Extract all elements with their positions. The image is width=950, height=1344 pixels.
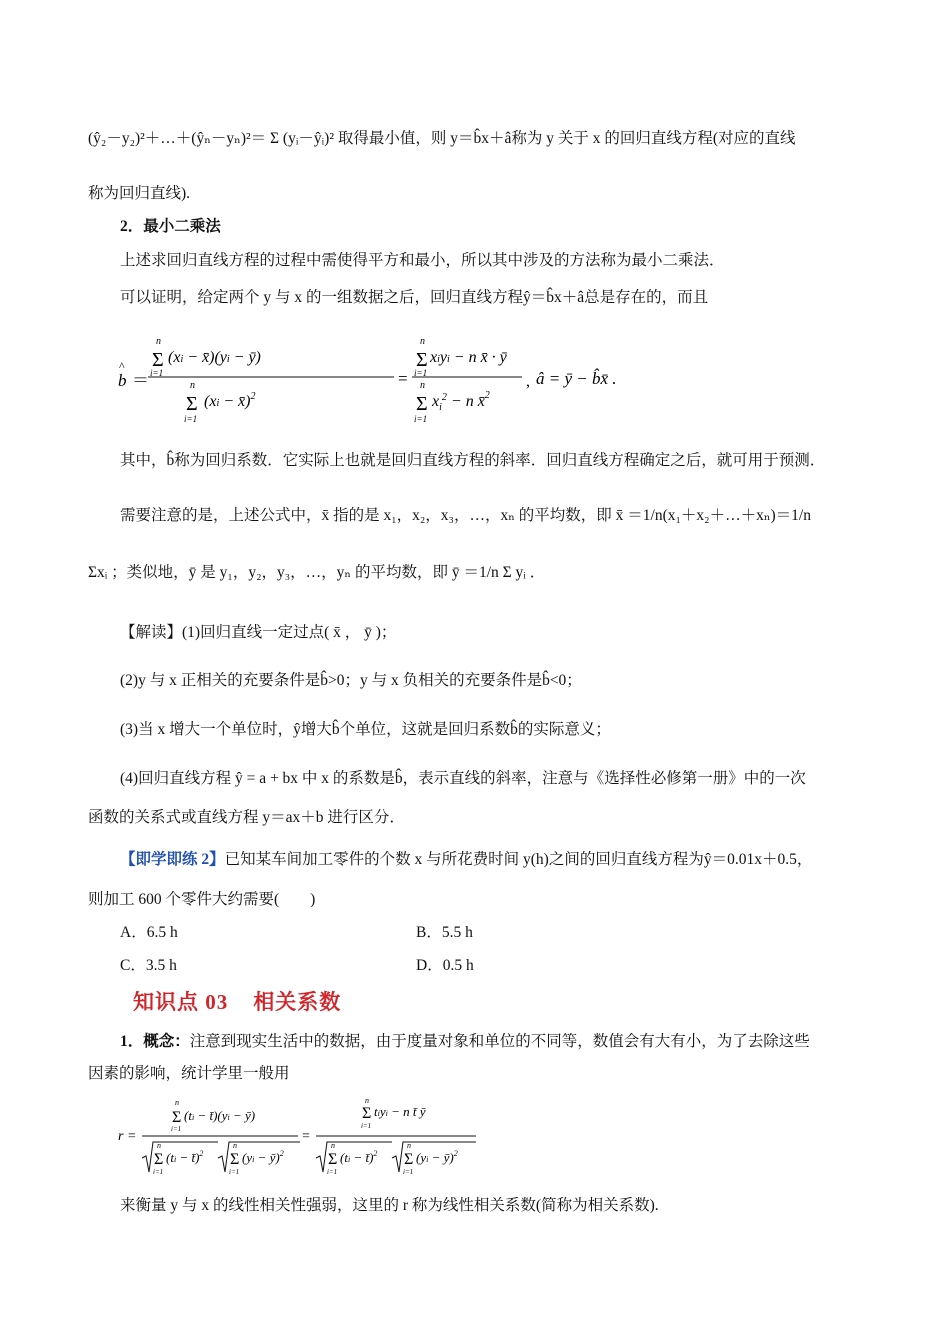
svg-text:i=1: i=1	[184, 414, 198, 424]
exercise-text: 已知某车间加工零件的个数 x 与所花费时间 y(h)之间的回归直线方程为ŷ＝0.01x＋0.5，	[224, 851, 813, 868]
section-number: 知识点 03	[133, 990, 229, 1014]
interpretation-3: (3)当 x 增大一个单位时，ŷ增大b̂个单位，这就是回归系数b̂的实际意义；	[120, 721, 611, 738]
svg-text:Σ: Σ	[362, 1105, 372, 1122]
exercise-line-2: 则加工 600 个零件大约需要( )	[88, 891, 316, 908]
interpretation-2: (2)y 与 x 正相关的充要条件是b̂>0；y 与 x 负相关的充要条件是b̂<0；	[120, 672, 582, 689]
svg-text:i=1: i=1	[171, 1125, 182, 1133]
svg-text:Σ: Σ	[186, 393, 198, 415]
svg-text:n: n	[420, 336, 425, 347]
svg-text:i=1: i=1	[361, 1122, 372, 1130]
option-d[interactable]: D．0.5 h	[416, 957, 474, 974]
interpretation-1	[120, 622, 396, 644]
section-title: 相关系数	[253, 990, 342, 1014]
svg-text:b: b	[118, 371, 127, 390]
formula-r	[118, 1096, 488, 1187]
svg-text:Σ: Σ	[416, 349, 428, 371]
svg-text:(xi − x̄)(yi − ȳ): (xi − x̄)(yi − ȳ)	[168, 349, 261, 366]
svg-text:(yi − ȳ)2: (yi − ȳ)$^2$	[242, 1149, 284, 1165]
text-line-4: 可以证明，给定两个 y 与 x 的一组数据之后，回归直线方程ŷ＝b̂x＋â总是存在的，而且	[120, 289, 709, 306]
svg-text:n: n	[407, 1141, 411, 1150]
text-line-7: Σxᵢ ；类似地，ȳ 是 y₁，y₂，y₃，…，yₙ 的平均数，即 ȳ ＝1/n Σ yᵢ ．	[88, 564, 546, 581]
svg-text:=: =	[398, 369, 408, 388]
text-line-5: 其中，b̂称为回归系数．它实际上也就是回归直线方程的斜率．回归直线方程确定之后，就可用于预测．	[120, 452, 826, 469]
svg-text:i=1: i=1	[229, 1168, 240, 1176]
option-b[interactable]: B．5.5 h	[416, 924, 473, 941]
interpretation-4: (4)回归直线方程 ŷ = a + bx 中 x 的系数是b̂，表示直线的斜率，注意与《选择性必修第一册》中的一次	[120, 770, 806, 787]
concept-text: 注意到现实生活中的数据，由于度量对象和单位的不同等，数值会有大有小，为了去除这些	[189, 1033, 810, 1050]
formula-a-hat	[536, 362, 656, 397]
svg-text:i=1: i=1	[414, 414, 428, 424]
formula-b-hat	[116, 330, 536, 435]
svg-text:(yi − ȳ)2: (yi − ȳ)$^2$	[416, 1149, 458, 1165]
svg-text:tiyi − n t̄ ȳ: tiyi − n t̄ ȳ	[374, 1104, 426, 1119]
svg-text:Σ: Σ	[416, 393, 428, 415]
svg-text:i=1: i=1	[327, 1168, 338, 1176]
svg-text:Σ: Σ	[172, 1109, 182, 1126]
svg-text:Σ: Σ	[230, 1151, 240, 1168]
svg-text:=: =	[302, 1129, 310, 1144]
svg-text:i=1: i=1	[150, 368, 164, 378]
svg-text:n: n	[420, 380, 425, 391]
interpretation-5: 函数的关系式或直线方程 y＝ax＋b 进行区分．	[88, 809, 405, 826]
svg-text:Σ: Σ	[154, 1151, 164, 1168]
option-c[interactable]: C．3.5 h	[120, 957, 177, 974]
text-line-2: 称为回归直线).	[88, 185, 191, 202]
svg-text:xiyi − n x̄ · ȳ: xiyi − n x̄ · ȳ	[430, 349, 507, 366]
svg-text:n: n	[331, 1141, 335, 1150]
section-heading	[133, 988, 341, 1016]
svg-text:i=1: i=1	[414, 368, 428, 378]
text-line-3: 上述求回归直线方程的过程中需使得平方和最小，所以其中涉及的方法称为最小二乘法．	[120, 252, 725, 269]
svg-text:i=1: i=1	[153, 1168, 164, 1176]
concept-line-3: 来衡量 y 与 x 的线性相关性强弱，这里的 r 称为线性相关系数(简称为相关系数).	[120, 1197, 659, 1214]
svg-text:Σ: Σ	[328, 1151, 338, 1168]
text-line-1: (ŷ₂－y₂)²＋…＋(ŷₙ－yₙ)²＝ Σ (yᵢ－ŷᵢ)² 取得最小值，则 y＝b̂x＋â称为 y 关于 x 的回归直线方程(对应的直线	[88, 130, 796, 147]
concept-line-2: 因素的影响，统计学里一般用	[88, 1065, 290, 1082]
svg-text:r =: r =	[118, 1129, 137, 1144]
svg-text:xi2 − n x̄2: $x_i^2 - n$ x̄$^2$	[432, 390, 490, 413]
exercise-label: 【即学即练 2】	[120, 851, 225, 868]
svg-text:n: n	[156, 336, 161, 347]
svg-text:Σ: Σ	[152, 349, 164, 371]
concept-label: 1．概念：	[120, 1033, 190, 1050]
svg-text:Σ: Σ	[404, 1151, 414, 1168]
svg-text:n: n	[157, 1141, 161, 1150]
svg-text:(ti − t̄)2: (ti − t̄)$^2$	[166, 1149, 204, 1165]
svg-text:n: n	[175, 1098, 179, 1107]
heading-least-squares: 2．最小二乘法	[120, 218, 221, 235]
svg-text:n: n	[365, 1096, 369, 1105]
svg-text:n: n	[190, 380, 195, 391]
svg-text:,: ,	[526, 373, 530, 390]
interpretation-1-text: (1)回归直线一定过点( x̄ ， ȳ )；	[182, 624, 397, 641]
concept-line-1	[120, 1031, 810, 1053]
interpretation-label: 【解读】	[120, 624, 183, 641]
svg-text:(ti − t̄)2: (ti − t̄)$^2$	[340, 1149, 378, 1165]
svg-text:i=1: i=1	[403, 1168, 414, 1176]
option-a[interactable]: A．6.5 h	[120, 924, 178, 941]
text-line-6: 需要注意的是，上述公式中，x̄ 指的是 x₁，x₂，x₃，…，xₙ 的平均数，即 x̄ ＝1/n(x₁＋x₂＋…＋xₙ)＝1/n	[120, 507, 811, 524]
exercise-line-1	[120, 849, 812, 871]
svg-text:n: n	[233, 1141, 237, 1150]
svg-text:＝: ＝	[132, 371, 149, 390]
svg-text:â = ȳ − b̂x̄ .: â = ȳ − b̂x̄ .	[536, 369, 617, 388]
svg-text:(xi − x̄)2: (xi − x̄)$^2$	[204, 391, 256, 410]
svg-text:(ti − t̄)(yi − ȳ): (ti − t̄)(yi − ȳ)	[184, 1108, 256, 1123]
svg-text:^: ^	[119, 359, 125, 373]
